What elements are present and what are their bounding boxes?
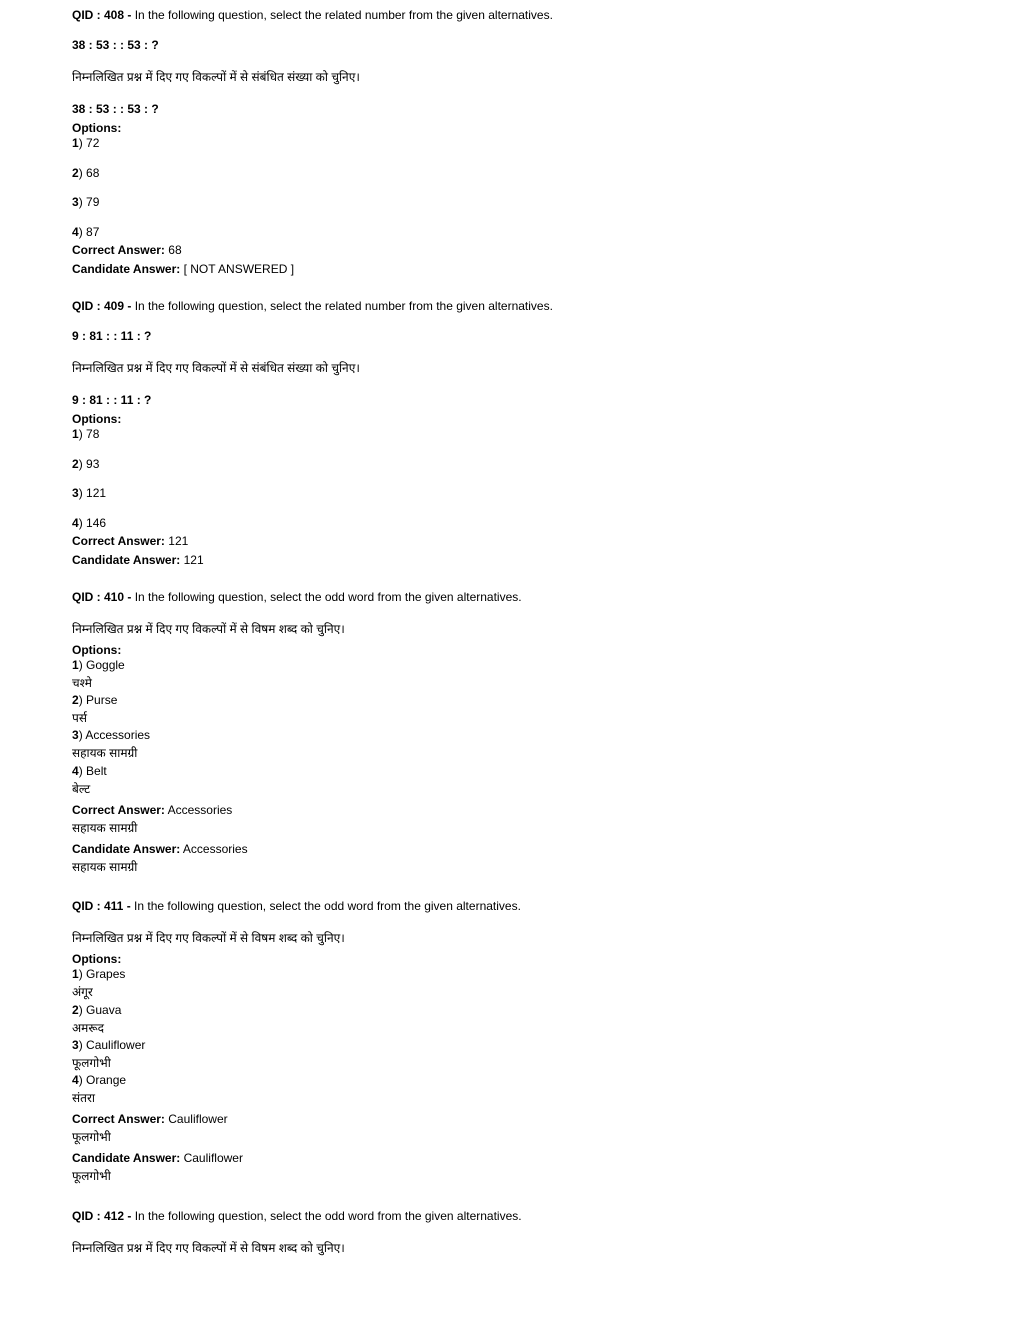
option-item: 2) Purse	[72, 693, 118, 707]
qid-label: QID : 409	[72, 299, 125, 313]
option-item: 2) 93	[72, 457, 100, 471]
candidate-answer-hindi: सहायक सामग्री	[72, 860, 138, 874]
option-item: 3) 79	[72, 195, 100, 209]
option-hindi: सहायक सामग्री	[72, 746, 138, 760]
qid-label: QID : 410	[72, 590, 125, 604]
question-header: QID : 410 - In the following question, select the odd word from the given alternatives.	[72, 590, 522, 604]
options-label: Options:	[72, 412, 122, 426]
candidate-answer: Candidate Answer: Accessories	[72, 842, 248, 856]
qid-label: QID : 412	[72, 1209, 125, 1223]
qid-label: QID : 408	[72, 8, 125, 22]
option-item: 1) 72	[72, 136, 100, 150]
question-text: In the following question, select the odd word from the given alternatives.	[134, 1209, 522, 1223]
options-label: Options:	[72, 121, 122, 135]
candidate-answer: Candidate Answer: 121	[72, 553, 204, 567]
question-text: In the following question, select the odd word from the given alternatives.	[134, 899, 521, 913]
correct-answer: Correct Answer: 68	[72, 243, 182, 257]
option-item: 1) Goggle	[72, 658, 125, 672]
question-header: QID : 412 - In the following question, select the odd word from the given alternatives.	[72, 1209, 522, 1223]
question-hindi: निम्नलिखित प्रश्न में दिए गए विकल्पों में से विषम शब्द को चुनिए।	[72, 931, 345, 945]
option-hindi: पर्स	[72, 711, 87, 725]
question-header: QID : 408 - In the following question, select the related number from the given alternatives.	[72, 8, 553, 22]
question-text: In the following question, select the related number from the given alternatives.	[134, 299, 553, 313]
question-stem: 38 : 53 : : 53 : ?	[72, 38, 159, 52]
option-hindi: अंगूर	[72, 985, 93, 999]
qid-label: QID : 411	[72, 899, 124, 913]
question-stem-repeat: 38 : 53 : : 53 : ?	[72, 102, 159, 116]
question-hindi: निम्नलिखित प्रश्न में दिए गए विकल्पों में से विषम शब्द को चुनिए।	[72, 622, 345, 636]
correct-answer: Correct Answer: Accessories	[72, 803, 233, 817]
option-hindi: संतरा	[72, 1091, 95, 1105]
candidate-answer: Candidate Answer: [ NOT ANSWERED ]	[72, 262, 295, 276]
correct-answer: Correct Answer: Cauliflower	[72, 1112, 228, 1126]
option-hindi: बेल्ट	[72, 782, 91, 796]
option-hindi: फूलगोभी	[72, 1056, 111, 1070]
option-item: 4) Belt	[72, 764, 107, 778]
options-label: Options:	[72, 643, 122, 657]
option-item: 4) 146	[72, 516, 107, 530]
question-header: QID : 409 - In the following question, select the related number from the given alternatives.	[72, 299, 553, 313]
correct-answer-hindi: फूलगोभी	[72, 1130, 111, 1144]
option-hindi: अमरूद	[72, 1021, 105, 1035]
option-hindi: चश्मे	[72, 676, 92, 690]
candidate-answer: Candidate Answer: Cauliflower	[72, 1151, 243, 1165]
question-header: QID : 411 - In the following question, select the odd word from the given alternatives.	[72, 899, 521, 913]
option-item: 1) 78	[72, 427, 100, 441]
correct-answer-hindi: सहायक सामग्री	[72, 821, 138, 835]
option-item: 3) Accessories	[72, 728, 151, 742]
option-item: 2) Guava	[72, 1003, 122, 1017]
option-item: 4) Orange	[72, 1073, 127, 1087]
option-item: 1) Grapes	[72, 967, 126, 981]
question-hindi: निम्नलिखित प्रश्न में दिए गए विकल्पों में से संबंधित संख्या को चुनिए।	[72, 70, 360, 84]
option-item: 3) Cauliflower	[72, 1038, 146, 1052]
candidate-answer-hindi: फूलगोभी	[72, 1169, 111, 1183]
question-hindi: निम्नलिखित प्रश्न में दिए गए विकल्पों में से विषम शब्द को चुनिए।	[72, 1241, 345, 1255]
option-item: 3) 121	[72, 486, 107, 500]
question-hindi: निम्नलिखित प्रश्न में दिए गए विकल्पों में से संबंधित संख्या को चुनिए।	[72, 361, 360, 375]
question-text: In the following question, select the related number from the given alternatives.	[134, 8, 553, 22]
question-stem-repeat: 9 : 81 : : 11 : ?	[72, 393, 152, 407]
option-item: 2) 68	[72, 166, 100, 180]
option-item: 4) 87	[72, 225, 100, 239]
options-label: Options:	[72, 952, 122, 966]
question-stem: 9 : 81 : : 11 : ?	[72, 329, 152, 343]
question-text: In the following question, select the odd word from the given alternatives.	[134, 590, 522, 604]
correct-answer: Correct Answer: 121	[72, 534, 189, 548]
